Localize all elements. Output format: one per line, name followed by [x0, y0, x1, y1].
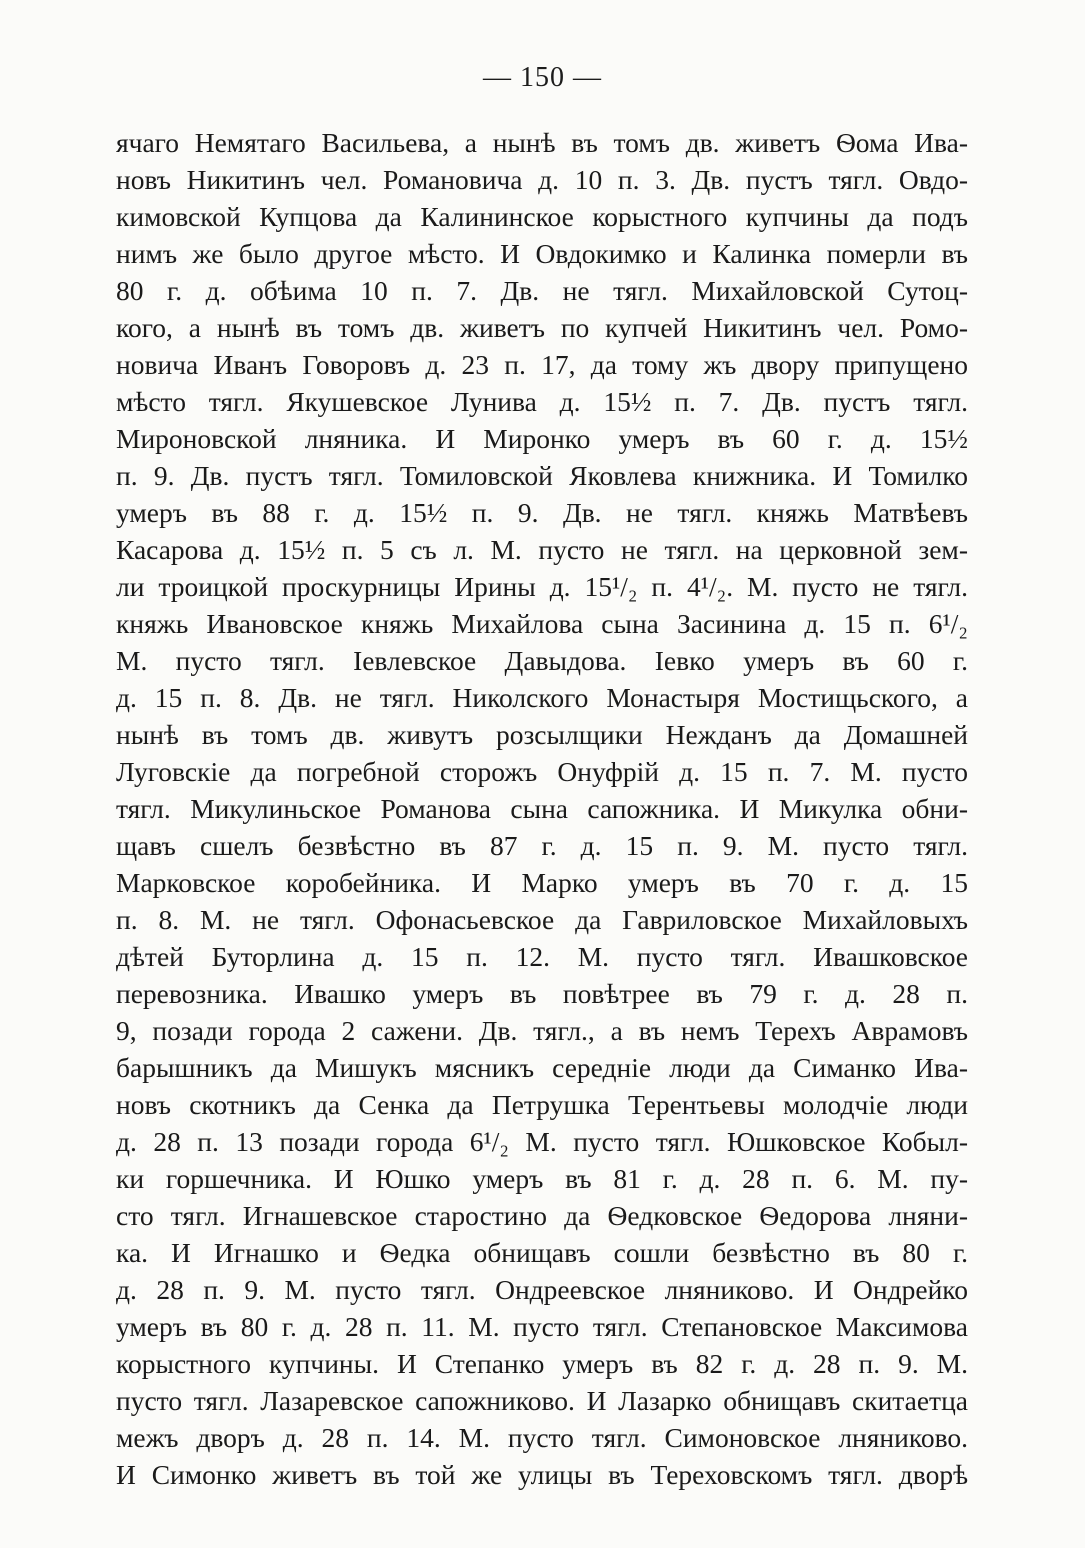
text-line: Луговскіе да погребной сторожъ Онуфрій д. 15 п. 7. М. пусто: [116, 756, 968, 787]
text-line: д. 28 п. 13 позади города 6¹/₂ М. пусто тягл. Юшковское Кобыл-: [116, 1126, 968, 1157]
text-line: Мироновской лняника. И Миронко умеръ въ 60 г. д. 15½: [116, 423, 968, 454]
text-line: д. 15 п. 8. Дв. не тягл. Николского Монастыря Мостищьского, а: [116, 682, 968, 713]
body-text: [116, 124, 968, 1493]
text-line: нимъ же было другое мѣсто. И Овдокимко и Калинка померли въ: [116, 238, 968, 269]
text-line: тягл. Микулиньское Романова сына сапожника. И Микулка обни-: [116, 793, 968, 824]
text-line: кого, а нынѣ въ томъ дв. живетъ по купчей Никитинъ чел. Ромо-: [116, 312, 968, 343]
text-line: новича Иванъ Говоровъ д. 23 п. 17, да тому жъ двору припущено: [116, 349, 968, 380]
text-line: сто тягл. Игнашевское старостино да Ѳедковское Ѳедорова лняни-: [116, 1200, 968, 1231]
text-line: И Симонко живетъ въ той же улицы въ Тереховскомъ тягл. дворѣ: [116, 1459, 968, 1490]
text-line: щавъ сшелъ безвѣстно въ 87 г. д. 15 п. 9. М. пусто тягл.: [116, 830, 968, 861]
page-number: — 150 —: [483, 62, 602, 93]
text-line: межъ дворъ д. 28 п. 14. М. пусто тягл. Симоновское лняниково.: [116, 1422, 968, 1453]
text-line: М. пусто тягл. Іевлевское Давыдова. Іевко умеръ въ 60 г.: [116, 645, 968, 676]
text-line: пусто тягл. Лазаревское сапожниково. И Лазарко обнищавъ скитаетца: [116, 1385, 968, 1416]
text-line: 9, позади города 2 сажени. Дв. тягл., а въ немъ Терехъ Аврамовъ: [116, 1015, 968, 1046]
text-line: ки горшечника. И Юшко умеръ въ 81 г. д. 28 п. 6. М. пу-: [116, 1163, 968, 1194]
text-line: Марковское коробейника. И Марко умеръ въ 70 г. д. 15: [116, 867, 968, 898]
text-line: умеръ въ 80 г. д. 28 п. 11. М. пусто тягл. Степановское Максимова: [116, 1311, 968, 1342]
text-line: 80 г. д. обѣима 10 п. 7. Дв. не тягл. Михайловской Сутоц-: [116, 275, 968, 306]
text-line: ячаго Немятаго Васильева, а нынѣ въ томъ дв. живетъ Ѳома Ива-: [116, 127, 968, 158]
text-line: п. 8. М. не тягл. Офонасьевское да Гавриловское Михайловыхъ: [116, 904, 968, 935]
text-line: перевозника. Ивашко умеръ въ повѣтрее въ 79 г. д. 28 п.: [116, 978, 968, 1009]
text-line: д. 28 п. 9. М. пусто тягл. Ондреевское лняниково. И Ондрейко: [116, 1274, 968, 1305]
text-line: корыстного купчины. И Степанко умеръ въ 82 г. д. 28 п. 9. М.: [116, 1348, 968, 1379]
text-line: нынѣ въ томъ дв. живутъ розсылщики Нежданъ да Домашней: [116, 719, 968, 750]
text-line: новъ скотникъ да Сенка да Петрушка Терентьевы молодчіе люди: [116, 1089, 968, 1120]
text-line: кимовской Купцова да Калининское корыстного купчины да подъ: [116, 201, 968, 232]
text-line: мѣсто тягл. Якушевское Лунива д. 15½ п. 7. Дв. пустъ тягл.: [116, 386, 968, 417]
text-line: княжь Ивановское княжь Михайлова сына Засинина д. 15 п. 6¹/₂: [116, 608, 968, 639]
text-line: умеръ въ 88 г. д. 15½ п. 9. Дв. не тягл. княжь Матвѣевъ: [116, 497, 968, 528]
text-line: новъ Никитинъ чел. Романовича д. 10 п. 3. Дв. пустъ тягл. Овдо-: [116, 164, 968, 195]
text-line: ка. И Игнашко и Ѳедка обнищавъ сошли безвѣстно въ 80 г.: [116, 1237, 968, 1268]
text-line: барышникъ да Мишукъ мясникъ середніе люди да Симанко Ива-: [116, 1052, 968, 1083]
text-line: п. 9. Дв. пустъ тягл. Томиловской Яковлева книжника. И Томилко: [116, 460, 968, 491]
text-line: Касарова д. 15½ п. 5 съ л. М. пусто не тягл. на церковной зем-: [116, 534, 968, 565]
text-line: дѣтей Буторлина д. 15 п. 12. М. пусто тягл. Ивашковское: [116, 941, 968, 972]
text-line: ли троицкой проскурницы Ирины д. 15¹/₂ п. 4¹/₂. М. пусто не тягл.: [116, 571, 968, 602]
